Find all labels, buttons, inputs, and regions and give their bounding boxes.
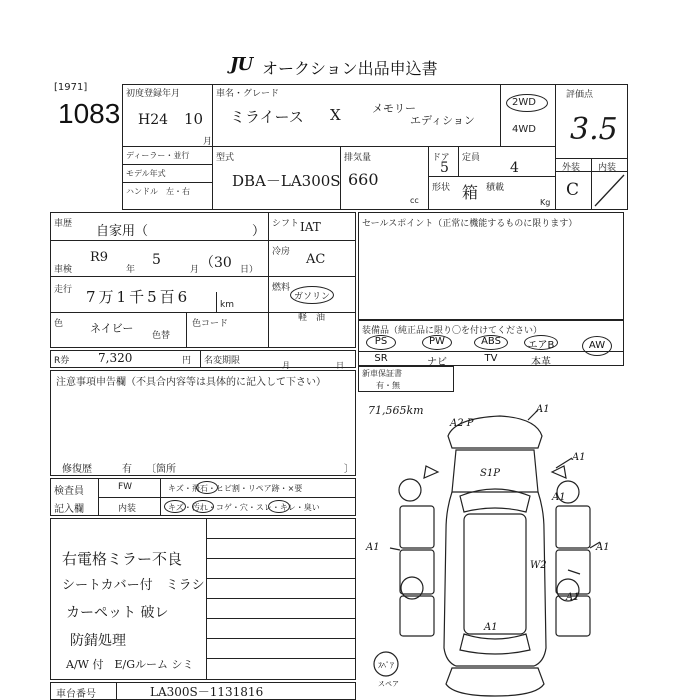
recycle-value: 7,320 bbox=[98, 351, 133, 365]
repair-history-label: 修復歴 bbox=[62, 464, 92, 475]
auction-logo: JU bbox=[230, 54, 253, 75]
interior-wear-circle bbox=[268, 500, 290, 513]
doors-value: 5 bbox=[440, 160, 449, 176]
chassis-value: LA300S－1131816 bbox=[150, 685, 264, 699]
history-value: 自家用（ bbox=[96, 224, 149, 239]
vehicle-edition-2: エディション bbox=[410, 114, 475, 127]
equip-aw: AW bbox=[588, 340, 606, 351]
interior-items: キズ・汚れ・コゲ・穴・スレ・キレ・臭い bbox=[168, 503, 320, 512]
fw-label: FW bbox=[118, 482, 133, 492]
shape-value: 箱 bbox=[462, 183, 479, 202]
recycle-row bbox=[50, 350, 356, 368]
drive-4wd: 4WD bbox=[512, 124, 536, 135]
fuel-gasoline: ガソリン bbox=[294, 292, 331, 302]
equip-pw: PW bbox=[429, 336, 445, 347]
vehicle-edition-1: メモリー bbox=[372, 102, 416, 115]
ac-label: 冷房 bbox=[272, 247, 291, 257]
doors-label: ドア bbox=[432, 153, 450, 163]
exterior-label: 外装 bbox=[562, 163, 581, 173]
equipment-label: 装備品（純正品に限り〇を付けてください） bbox=[362, 326, 543, 336]
spare-stamp-text: スペア bbox=[378, 680, 399, 688]
equip-abs: ABS bbox=[481, 336, 501, 347]
repair-history-has: 有 bbox=[122, 464, 132, 475]
mark-hood: S1P bbox=[480, 468, 500, 479]
memo-line-3: カーペット 破レ bbox=[66, 605, 169, 621]
entry-label: 記入欄 bbox=[54, 504, 84, 515]
interior-inspect-label: 内装 bbox=[118, 504, 137, 514]
car-diagram bbox=[360, 400, 700, 700]
mark-right-mirror: A1 bbox=[572, 452, 586, 463]
capacity-value: 4 bbox=[510, 160, 519, 176]
fw-items: キズ・飛石・ヒビ割・リペア跡・×要 bbox=[168, 484, 303, 493]
year-code: [1971] bbox=[54, 82, 88, 93]
history-label: 車歴 bbox=[54, 219, 73, 229]
load-label: 積載 bbox=[486, 183, 505, 193]
displacement-label: 排気量 bbox=[344, 153, 372, 163]
fuel-diesel: 軽 油 bbox=[298, 313, 326, 323]
memo-line-5: A/W 付 E/Gルーム シミ bbox=[66, 658, 194, 671]
inspection-month: 5 bbox=[152, 252, 161, 268]
fw-stone-circle bbox=[196, 481, 218, 494]
color-value: ネイビー bbox=[90, 322, 134, 335]
mark-left-door: A1 bbox=[366, 542, 380, 553]
first-registration-year: H24 bbox=[138, 112, 169, 128]
inspection-label: 車検 bbox=[54, 265, 73, 275]
vehicle-grade: X bbox=[330, 106, 341, 124]
grade-score-label: 評価点 bbox=[566, 90, 594, 100]
warranty-options: 有・無 bbox=[376, 381, 400, 390]
memo-line-1: 右電格ミラー不良 bbox=[62, 550, 183, 568]
shift-label: シフト bbox=[272, 219, 300, 229]
mark-front-2: A1 bbox=[536, 404, 550, 415]
model-year-label: モデル年式 bbox=[126, 169, 166, 178]
grade-score-value: 3.5 bbox=[570, 112, 618, 147]
color-change-label: 色替 bbox=[152, 331, 171, 341]
interior-label: 内装 bbox=[598, 163, 617, 173]
mark-right-rear-door: W2 bbox=[530, 560, 547, 571]
drive-2wd: 2WD bbox=[512, 97, 536, 108]
ac-value: AC bbox=[306, 252, 326, 267]
interior-scratch-circle bbox=[164, 500, 186, 513]
mark-front-1: A2 P bbox=[450, 418, 474, 429]
repair-history-location: 〔箇所 bbox=[146, 464, 176, 475]
equip-navi: ナビ bbox=[427, 357, 447, 368]
recycle-label: R券 bbox=[54, 356, 70, 366]
lot-number: 1083 bbox=[58, 98, 121, 129]
notes-label: 注意事項申告欄（不具合内容等は具体的に記入して下さい） bbox=[56, 377, 326, 388]
equip-ps: PS bbox=[374, 336, 388, 347]
equip-tv: TV bbox=[484, 353, 498, 364]
vehicle-name: ミライース bbox=[230, 108, 304, 126]
mark-roof: A1 bbox=[484, 622, 498, 633]
mileage-value: 7万1千5百6 bbox=[86, 288, 191, 306]
model-type-label: 型式 bbox=[216, 153, 235, 163]
displacement-value: 660 bbox=[348, 170, 379, 189]
inspection-day: （30 bbox=[200, 255, 232, 271]
equip-airbag: エアB bbox=[527, 340, 555, 351]
mark-right-rear-tire: A1 bbox=[566, 592, 580, 603]
interior-dirt-circle bbox=[192, 500, 214, 513]
equip-sr: SR bbox=[374, 353, 388, 364]
memo-line-2: シートカバー付 ミラシ bbox=[62, 578, 205, 593]
vehicle-name-label: 車名・グレード bbox=[216, 89, 280, 99]
mileage-label: 走行 bbox=[54, 285, 73, 295]
spare-stamp-label: ｽﾍﾟｱ bbox=[378, 661, 394, 670]
mark-right-door: A1 bbox=[596, 542, 610, 553]
inspector-label: 検査員 bbox=[54, 486, 84, 497]
fuel-label: 燃料 bbox=[272, 283, 291, 293]
first-registration-month: 10 bbox=[184, 110, 204, 128]
dealer-label: ディーラー・並行 bbox=[126, 151, 190, 160]
shift-value: IAT bbox=[300, 220, 321, 234]
first-registration-label: 初度登録年月 bbox=[126, 89, 181, 99]
equip-leather: 本革 bbox=[531, 357, 551, 368]
diagram-mileage-note: 71,565km bbox=[368, 404, 424, 417]
handle-label: ハンドル 左・右 bbox=[126, 187, 190, 196]
exterior-grade: C bbox=[566, 180, 580, 200]
sales-point-label: セールスポイント（正常に機能するものに限ります） bbox=[362, 219, 578, 229]
page-title: オークション出品申込書 bbox=[262, 59, 438, 78]
model-type-value: DBA－LA300S bbox=[232, 172, 341, 190]
color-label: 色 bbox=[54, 319, 64, 329]
interior-slash bbox=[591, 171, 628, 210]
capacity-label: 定員 bbox=[462, 153, 481, 163]
inspection-era: R9 bbox=[90, 250, 109, 265]
memo-line-4: 防錆処理 bbox=[70, 633, 126, 649]
chassis-label: 車台番号 bbox=[56, 689, 96, 700]
name-change-label: 名変期限 bbox=[204, 356, 241, 366]
color-code-label: 色コード bbox=[192, 319, 229, 329]
shape-label: 形状 bbox=[432, 183, 451, 193]
mark-right-front-tire: A1 bbox=[552, 492, 566, 503]
warranty-label: 新車保証書 bbox=[362, 369, 402, 378]
